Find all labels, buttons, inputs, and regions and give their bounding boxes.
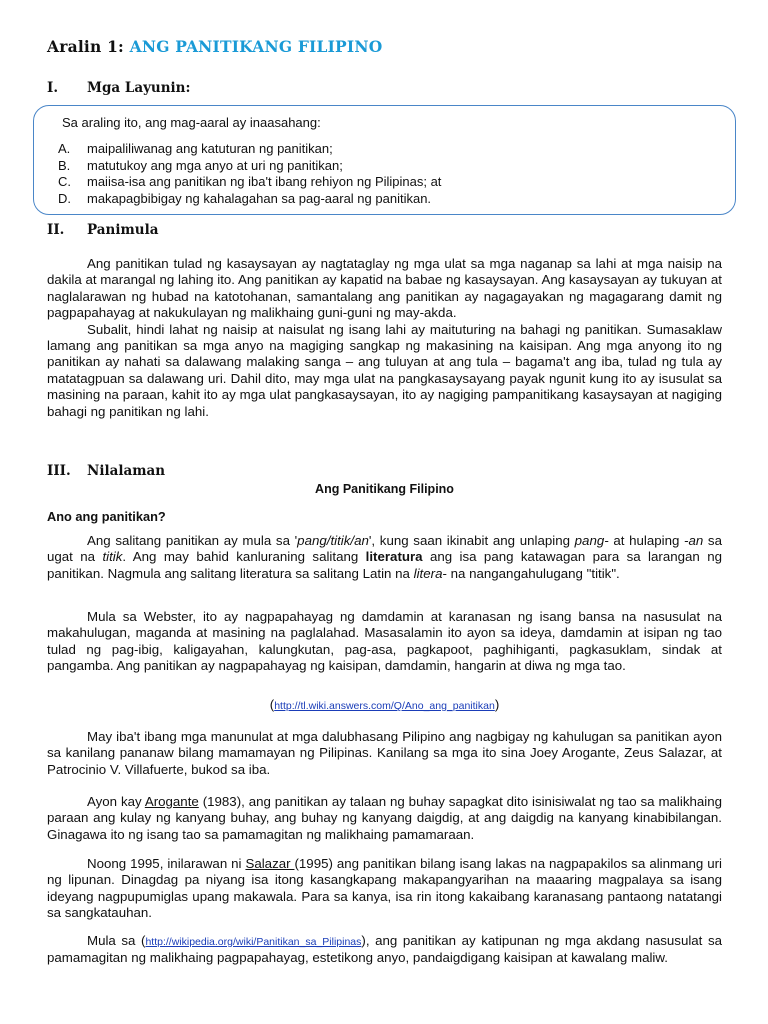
paragraph-panitikan-origin: Ang salitang panitikan ay mula sa 'pang/titik/an', kung saan ikinabit ang unlaping pang- at hulaping -an sa ugat na titik. Ang may bahid kanluraning salitang literatura ang isa pang katawagan para sa larangan ng panitikan. Nagmula ang salitang literatura sa salitang Latin na litera- na nangangahulugang "titik". (47, 533, 722, 581)
list-item: D. makapagbibigay ng kahalagahan sa pag-aaral ng panitikan. (58, 190, 432, 206)
source-link[interactable]: http://tl.wiki.answers.com/Q/Ano_ang_panitikan (274, 700, 495, 712)
content-heading: Ang Panitikang Filipino (315, 482, 454, 496)
section-heading-panimula: II. Panimula (47, 222, 159, 238)
paragraph-manunulat: May iba't ibang mga manunulat at mga dalubhasang Pilipino ang nagbigay ng kahulugan sa panitikan ayon sa kanilang pananaw bilang mamamayan ng Pilipinas. Kanilang sa mga ito sina Joey Arogante, Zeus Salazar, at Patrocinio V. Villafuerte, bukod sa iba. (47, 729, 722, 777)
source-citation: (http://tl.wiki.answers.com/Q/Ano_ang_panitikan) (269, 697, 500, 712)
list-item: C. maiisa-isa ang panitikan ng iba't ibang rehiyon ng Pilipinas; at (58, 174, 442, 189)
list-item: B. matutukoy ang mga anyo at uri ng panitikan; (58, 157, 343, 173)
author-salazar: Salazar (245, 856, 295, 871)
wikipedia-link[interactable]: http://wikipedia.org/wiki/Panitikan_sa_Pilipinas (145, 936, 362, 948)
panimula-body (47, 256, 722, 420)
author-arogante: Arogante (144, 794, 199, 809)
objectives-box (33, 105, 736, 215)
lesson-number: Aralin 1: (47, 37, 124, 56)
section-heading-layunin: I. Mga Layunin: (47, 80, 191, 96)
lesson-title (47, 37, 382, 56)
section-heading-nilalaman: III. Nilalaman (47, 463, 166, 479)
lesson-title-main: ANG PANITIKANG FILIPINO (129, 37, 383, 56)
list-item: A. maipaliliwanag ang katuturan ng panitikan; (58, 141, 333, 156)
objectives-intro: Sa araling ito, ang mag-aaral ay inaasahang: (62, 115, 321, 130)
question-heading: Ano ang panitikan? (47, 509, 166, 524)
paragraph: Subalit, hindi lahat ng naisip at naisulat ng isang lahi ay maituturing na bahagi ng panitikan. Sumasaklaw lamang ang panitikan sa mga anyo na magiging sangkap ng makasining na kaisipan. Ang mga anyong ito ng panitikan ay nahati sa dalawang malaking sanga – ang tuluyan at ang tula – bagama't ang iba, tulad ng tula ay matatagpuan sa dalawang uri. Dahil dito, may mga ulat na pangkasaysayang payak ngunit kung ito ay isusulat sa masining na paraan, kahit ito ay mga ulat pangkasaysayan, ito ay nagiging pampanitikang kasaysayan at nagiging bahagi ng panitikan ng lahi. (47, 321, 722, 419)
objectives-list (58, 141, 441, 207)
paragraph-arogante: Ayon kay Arogante (1983), ang panitikan ay talaan ng buhay sapagkat dito isinisiwalat ng tao sa malikhaing paraan ang kulay ng kanyang buhay, ang buhay ng kanyang daigdig, at ang daigdig na kanyang kinabibilangan. Ginagawa ito ng isang tao sa pamamagitan ng malikhaing pamamaraan. (47, 794, 723, 842)
paragraph-wikipedia: Mula sa (http://wikipedia.org/wiki/Panitikan_sa_Pilipinas), ang panitikan ay katipunan ng mga akdang nasusulat sa pamamagitan ng malikhaing pagpapahayag, estetikong anyo, pandaigdigang kaisipan at kawalang maliw. (47, 933, 722, 966)
paragraph-salazar: Noong 1995, inilarawan ni Salazar (1995) ang panitikan bilang isang lakas na nagpapakilos sa alinmang uri ng lipunan. Dinagdag pa niyang isa itong kasangkapang makapangyarihan na maaaring magpalaya sa isang ideyang nagpupumiglas upang makawala. Para sa kanya, isa rin itong kakaibang karanasang pantaong natatangi sa sangkatauhan. (47, 856, 723, 921)
paragraph-webster: Mula sa Webster, ito ay nagpapahayag ng damdamin at karanasan ng isang bansa na nasusulat na makahulugan, maganda at masining na paglalahad. Masasalamin ito ayon sa ideya, damdamin at isipan ng tao tulad ng pag-ibig, kaligayahan, kalungkutan, pag-asa, pagkapoot, paghihiganti, pagkasuklam, sindak at pangamba. Ang panitikan ay nagpapahayag ng kaisipan, damdamin, hangarin at diwa ng mga tao. (47, 609, 722, 674)
paragraph: Ang panitikan tulad ng kasaysayan ay nagtataglay ng mga ulat sa mga naganap sa lahi at mga naisip na dakila at marangal ng lahing ito. Ang panitikan ay kapatid na babae ng kasaysayan. Ang kasaysayan ay tukuyan at naglalarawan ng hubad na katotohanan, samantalang ang panitikan ay nagagayakan ng magagarang damit ng pagpapahayag at nakukulayan ng malikhaing guni-guni ng may-akda. (47, 256, 722, 321)
